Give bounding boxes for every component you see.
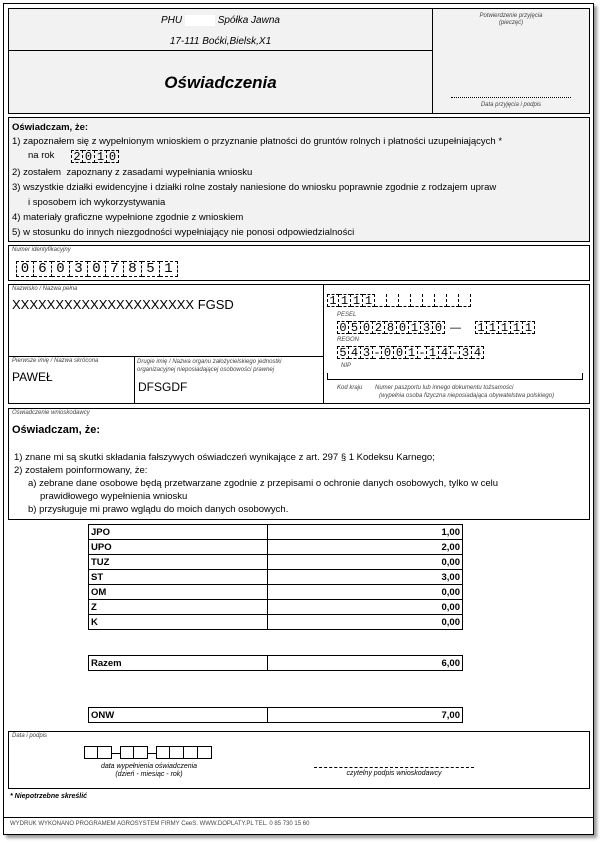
table-row (89, 615, 463, 630)
name-divider (9, 356, 323, 357)
year-digit: 0 (83, 150, 95, 163)
company-prefix: PHU (161, 15, 183, 27)
regon-char: 1 (406, 346, 418, 359)
table-row (89, 570, 463, 585)
pesel-digit: 0 (397, 321, 409, 334)
stamp-label: Potwierdzenie przyjęcia (479, 13, 543, 19)
regon-field (337, 346, 484, 359)
empty-cell (447, 294, 459, 307)
id-digit: 8 (124, 261, 142, 277)
pesel-field (337, 321, 445, 334)
signature-caption: czytelny podpis wnioskodawcy (346, 770, 442, 777)
first-name-value: PAWEŁ (12, 370, 53, 384)
company-address: 17-111 Boćki,Bielsk,X1 (169, 36, 272, 47)
date-caption-1: data wypełnienia oświadczenia (100, 763, 198, 770)
statement-label: Oświadczenie wnioskodawcy (12, 410, 90, 416)
row-value: 0,00 (268, 555, 463, 570)
regon-char: 5 (337, 346, 349, 359)
onw-value: 7,00 (268, 708, 463, 723)
stamp-box (432, 8, 590, 114)
id-section (8, 245, 590, 281)
pesel-tail-digit: 1 (523, 321, 535, 334)
header-section (8, 8, 433, 51)
pesel-digit: 0 (433, 321, 445, 334)
date-cell (170, 746, 184, 759)
id-field (16, 261, 178, 277)
nip-field-line (327, 373, 583, 380)
regon-label: REGON (337, 337, 360, 343)
pesel-tail-digit: 1 (487, 321, 499, 334)
row-key: OM (89, 585, 268, 600)
regon-char: - (451, 345, 459, 360)
vertical-divider (323, 285, 324, 404)
values-table (88, 524, 463, 630)
name-value: XXXXXXXXXXXXXXXXXXXXX FGSD (12, 297, 234, 312)
total-value: 6,00 (268, 656, 463, 671)
regon-char: 4 (439, 346, 451, 359)
stamp-dots (451, 97, 571, 98)
pesel-digit: 0 (337, 321, 349, 334)
regon-char: 3 (460, 346, 472, 359)
date-cell (198, 746, 212, 759)
id-digit: 5 (142, 261, 160, 277)
declarations-heading: Oświadczam, że: (12, 122, 89, 133)
table-row (89, 585, 463, 600)
pesel-digit: 3 (421, 321, 433, 334)
pesel-dash: — (450, 322, 461, 334)
pesel-digit: 0 (361, 321, 373, 334)
empty-cell (459, 294, 471, 307)
id-digit: 0 (52, 261, 70, 277)
second-name-label: Drugie imię / Nazwa organu założycielskiego jednostki organizacyjnej nieposiadającej osobowości prawnej (137, 359, 282, 373)
id-digit: 0 (16, 261, 34, 277)
pesel-tail-digit: 1 (511, 321, 523, 334)
regon-char: 0 (382, 346, 394, 359)
date-separator (148, 753, 156, 754)
top-digit: 1 (351, 294, 363, 307)
regon-char: 4 (472, 346, 484, 359)
id-digit: 6 (34, 261, 52, 277)
regon-char: - (418, 345, 426, 360)
empty-cell (375, 294, 387, 307)
top-digits-field (327, 294, 471, 307)
declaration-rok-label: na rok (28, 150, 55, 161)
id-digit: 0 (88, 261, 106, 277)
empty-cell (411, 294, 423, 307)
statement-line-2: 2) zostałem poinformowany, że: (14, 465, 148, 476)
year-digit: 0 (107, 150, 119, 163)
country-label: Kod kraju (337, 385, 363, 391)
date-separator (112, 753, 120, 754)
empty-cell (435, 294, 447, 307)
top-digit: 1 (339, 294, 351, 307)
declaration-item-5: 5) w stosunku do innych niezgodności wypełniający nie ponosi odpowiedzialności (12, 227, 355, 238)
date-cell (156, 746, 170, 759)
year-digit: 2 (71, 150, 83, 163)
second-name-value: DFSGDF (138, 380, 188, 394)
name-label: Nazwisko / Nazwa pełna (12, 286, 78, 292)
signature-line (314, 767, 474, 768)
row-value: 0,00 (268, 615, 463, 630)
page-title: Oświadczenia (164, 73, 277, 92)
empty-cell (423, 294, 435, 307)
year-field (71, 150, 119, 163)
date-label: Data przyjęcia i podpis (480, 102, 542, 108)
row-key: TUZ (89, 555, 268, 570)
row-value: 1,00 (268, 525, 463, 540)
statement-line-1: 1) znane mi są skutki składania fałszywych oświadczeń wynikające z art. 297 § 1 Kodeksu Karnego; (14, 452, 435, 463)
date-caption-2: (dzień - miesiąc - rok) (115, 771, 183, 778)
footer-text: WYDRUK WYKONANO PROGRAMEM AGROSYSTEM FIRMY CeeS. WWW.DOPLATY.PL TEL. 0 85 730 15 60 (10, 821, 310, 827)
declaration-item-2: 2) zostałem zapoznany z zasadami wypełniania wniosku (12, 167, 253, 178)
row-value: 0,00 (268, 600, 463, 615)
statement-line-2a: a) zebrane dane osobowe będą przetwarzane zgodnie z przepisami o ochronie danych osobowych, tylko w celu (28, 478, 498, 489)
applicant-section (8, 284, 590, 404)
total-row (89, 656, 463, 671)
pesel-tail-digit: 1 (499, 321, 511, 334)
date-cell (134, 746, 148, 759)
first-name-label: Pierwsze imię / Nazwa skrócona (12, 358, 99, 364)
pesel-digit: 8 (385, 321, 397, 334)
statement-heading: Oświadczam, że: (12, 424, 101, 436)
passport-label: Numer paszportu lub innego dokumentu tożsamości (375, 385, 514, 391)
year-digit: 1 (95, 150, 107, 163)
footer-line (4, 817, 593, 818)
row-value: 3,00 (268, 570, 463, 585)
statement-line-2a-cont: prawidłowego wypełnienia wniosku (40, 491, 188, 502)
empty-cell (387, 294, 399, 307)
stamp-sub: (pieczęć) (498, 20, 524, 26)
table-row (89, 600, 463, 615)
first-second-divider (134, 356, 135, 404)
pesel-digit: 5 (349, 321, 361, 334)
declaration-item-4: 4) materiały graficzne wypełnione zgodnie z wnioskiem (12, 212, 244, 223)
empty-cell (399, 294, 411, 307)
pesel-digit: 1 (409, 321, 421, 334)
regon-char: 3 (361, 346, 373, 359)
nip-label: NIP (341, 363, 352, 369)
pesel-label: PESEL (337, 312, 357, 318)
onw-label: ONW (89, 708, 268, 723)
row-value: 2,00 (268, 540, 463, 555)
signature-label: Data i podpis (12, 733, 48, 739)
row-key: Z (89, 600, 268, 615)
regon-char: 4 (349, 346, 361, 359)
redacted-name (185, 15, 215, 26)
applicant-statement-section (8, 408, 590, 520)
date-cell (120, 746, 134, 759)
pesel-tail-digit: 1 (475, 321, 487, 334)
id-label: Numer identyfikacyjny (12, 247, 71, 253)
row-key: JPO (89, 525, 268, 540)
total-label: Razem (89, 656, 268, 671)
statement-line-2b: b) przysługuje mi prawo wglądu do moich danych osobowych. (28, 504, 289, 515)
total-table (88, 655, 463, 671)
declarations-section (8, 117, 590, 242)
date-cell (84, 746, 98, 759)
top-digit: 1 (363, 294, 375, 307)
onw-row (89, 708, 463, 723)
id-digit: 7 (106, 261, 124, 277)
signature-section (8, 731, 590, 789)
regon-char: 0 (394, 346, 406, 359)
row-key: ST (89, 570, 268, 585)
form-page (3, 3, 594, 835)
regon-char: - (373, 345, 381, 360)
passport-sub: (wypełnia osoba fizyczna nieposiadająca obywatelstwa polskiego) (379, 393, 555, 399)
declaration-item-1: 1) zapoznałem się z wypełnionym wnioskiem o przyznanie płatności do gruntów rolnych i płatności uzupełniających * (12, 136, 503, 147)
top-digit: 1 (327, 294, 339, 307)
table-row (89, 555, 463, 570)
row-key: UPO (89, 540, 268, 555)
declaration-item-3: 3) wszystkie działki ewidencyjne i działki rolne zostały naniesione do wniosku poprawnie zgodnie z rodzajem upraw (12, 182, 497, 193)
table-row (89, 525, 463, 540)
date-cell (184, 746, 198, 759)
declaration-item-3-cont: i sposobem ich wykorzystywania (28, 197, 166, 208)
footnote: * Niepotrzebne skreślić (10, 793, 88, 800)
table-row (89, 540, 463, 555)
onw-table (88, 707, 463, 723)
regon-char: 1 (427, 346, 439, 359)
date-cell (98, 746, 112, 759)
date-field (84, 746, 212, 759)
company-suffix: Spółka Jawna (217, 15, 280, 27)
row-value: 0,00 (268, 585, 463, 600)
title-section (8, 50, 433, 114)
id-digit: 3 (70, 261, 88, 277)
id-digit: 1 (160, 261, 178, 277)
pesel-tail-field (475, 321, 535, 334)
row-key: K (89, 615, 268, 630)
pesel-digit: 2 (373, 321, 385, 334)
